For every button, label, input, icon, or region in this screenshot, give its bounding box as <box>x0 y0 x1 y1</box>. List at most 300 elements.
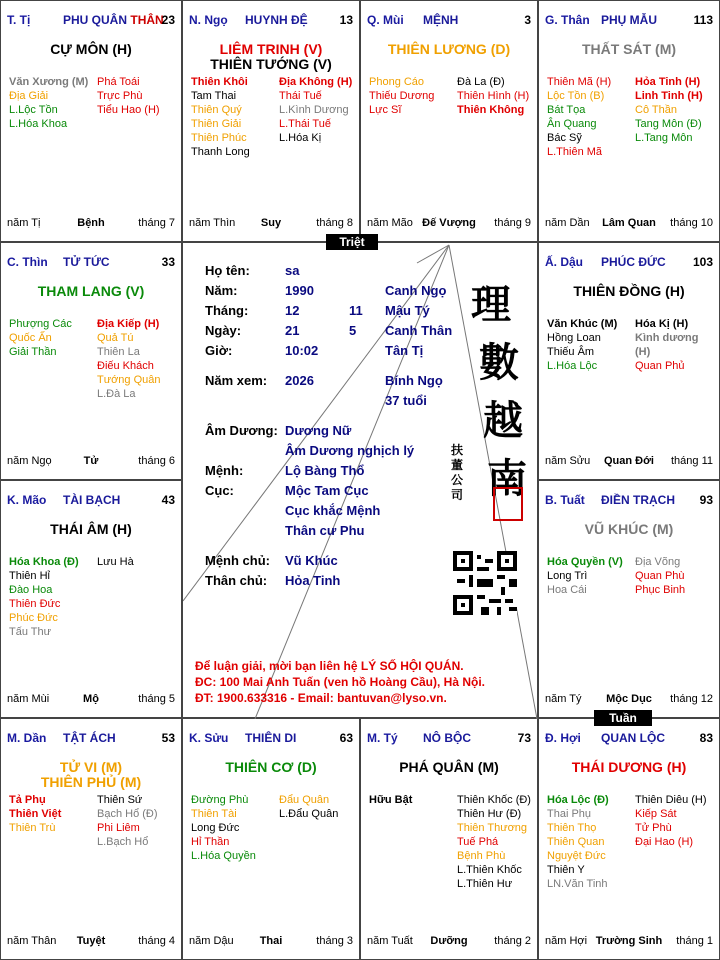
right-stars <box>635 793 707 849</box>
minor-star: Lộc Tồn (B) <box>547 90 605 102</box>
palace-number: 23 <box>161 13 175 27</box>
minor-star: Tuế Phá <box>457 836 499 848</box>
palace-name <box>601 731 665 745</box>
minor-star: Phúc Đức <box>9 612 58 624</box>
minor-star: Thiên Quý <box>191 104 242 116</box>
palace-name-text: MỆNH <box>423 13 459 27</box>
cycle-year: năm Tị <box>7 217 41 229</box>
minor-star: L.Lộc Tồn <box>9 104 58 116</box>
main-star: THIÊN CƠ (D) <box>225 759 317 775</box>
minor-star: Thiên Không <box>457 104 525 116</box>
cycle-year: năm Thìn <box>189 217 236 229</box>
minor-star: Đường Phù <box>191 794 249 806</box>
minor-star: LN.Văn Tinh <box>547 878 608 890</box>
palace-suu <box>182 718 360 960</box>
minor-star: Địa Võng <box>635 556 681 568</box>
palace-name <box>601 255 666 269</box>
minor-star: Thiên Thọ <box>547 822 597 834</box>
lunar-month: tháng 7 <box>138 217 175 229</box>
minor-star: Kình dương (H) <box>635 332 699 358</box>
palace-number: 93 <box>699 493 713 507</box>
palace-number: 33 <box>161 255 175 269</box>
minor-star: L.Tang Môn <box>635 132 693 144</box>
minor-star: L.Thiên Hư <box>457 878 513 890</box>
minor-star: L.Bạch Hổ <box>97 836 149 848</box>
cycle-year: năm Mùi <box>7 693 50 705</box>
palace-footer <box>7 217 175 230</box>
right-stars <box>97 317 161 401</box>
palace-dau <box>538 242 720 480</box>
palace-ty <box>360 718 538 960</box>
palace-branch: N. Ngọ <box>189 13 228 27</box>
calligraphy-char-2: 數 <box>479 339 519 386</box>
main-star: THIÊN PHỦ (M) <box>40 774 142 790</box>
minor-star: Thiên Trù <box>9 822 56 834</box>
palace-name-text: NÔ BỘC <box>423 731 471 745</box>
day-lunar: 5 <box>349 323 357 338</box>
palace-branch: G. Thân <box>545 13 590 27</box>
life-stage: Tuyệt <box>76 935 106 947</box>
palace-header <box>7 13 175 27</box>
palace-number: 3 <box>524 13 531 27</box>
left-stars <box>9 75 88 131</box>
palace-than <box>538 0 720 242</box>
right-stars <box>97 555 134 569</box>
hour-label: Giờ: <box>205 343 233 358</box>
minor-star: L.Thiên Khốc <box>457 864 522 876</box>
cycle-year: năm Dần <box>545 217 590 229</box>
minor-star: Đà La (Đ) <box>457 76 505 88</box>
minor-star: Thiên Đức <box>9 598 61 610</box>
left-stars <box>547 317 617 373</box>
palace-mao <box>0 480 182 718</box>
palace-number: 83 <box>699 731 713 745</box>
minor-star: Thiên Hỉ <box>9 570 50 582</box>
hour-value: 10:02 <box>285 343 319 358</box>
month-label: Tháng: <box>205 303 249 318</box>
minor-star: Địa Kiếp (H) <box>97 318 160 330</box>
minor-star: L.Đà La <box>97 388 136 400</box>
lunar-month: tháng 8 <box>316 217 353 229</box>
palace-header <box>367 731 531 745</box>
palace-footer <box>545 935 713 948</box>
cuc-note-2: Thân cư Phu <box>285 523 365 538</box>
day-solar: 21 <box>285 323 300 338</box>
minor-star: Quan Phủ <box>635 360 685 372</box>
palace-number: 103 <box>692 255 713 269</box>
life-stage: Mộc Dục <box>606 693 652 705</box>
minor-star: Kiếp Sát <box>635 808 677 820</box>
cycle-year: năm Tý <box>545 693 582 705</box>
palace-header <box>7 255 175 269</box>
palace-footer <box>545 455 713 468</box>
palace-number: 53 <box>161 731 175 745</box>
minor-star: Thiên Sứ <box>97 794 143 806</box>
minor-star: Linh Tinh (H) <box>635 90 703 102</box>
right-stars <box>279 75 352 145</box>
palace-number: 13 <box>339 13 353 27</box>
palace-name <box>63 493 120 507</box>
lunar-month: tháng 11 <box>670 455 713 467</box>
minor-star: Phong Cáo <box>369 76 425 88</box>
name-value: sa <box>285 263 300 278</box>
palace-header <box>7 731 175 745</box>
notice-line-2: ĐC: 100 Mai Anh Tuấn (ven hồ Hoàng Cầu), Hà Nội. <box>195 675 486 689</box>
day-label: Ngày: <box>205 323 242 338</box>
minor-star: Thiên Giải <box>191 118 242 130</box>
palace-name-text: PHỤ MẪU <box>601 13 657 27</box>
minor-star: Hóa Lộc (Đ) <box>547 794 609 806</box>
cycle-year: năm Hợi <box>545 935 588 947</box>
minor-star: L.Hóa Lộc <box>547 360 598 372</box>
minor-star: Thai Phụ <box>547 808 592 820</box>
minor-star: Hỏa Tinh (H) <box>635 76 701 88</box>
minor-star: Tiểu Hao (H) <box>97 104 160 116</box>
palace-branch: C. Thìn <box>7 255 48 269</box>
palace-number: 63 <box>339 731 353 745</box>
left-stars <box>547 793 609 891</box>
palace-footer <box>367 217 531 230</box>
palace-header <box>189 13 353 27</box>
minor-star: Hóa Khoa (Đ) <box>9 556 79 568</box>
palace-number: 73 <box>517 731 531 745</box>
minor-star: Tả Phụ <box>9 794 46 806</box>
than-marker: THÂN <box>130 13 164 27</box>
view-canchi: Bính Ngọ <box>385 373 443 388</box>
palace-thin <box>0 242 182 480</box>
year-label: Năm: <box>205 283 238 298</box>
right-stars <box>457 75 529 117</box>
calligraphy-char-4: 南 <box>487 455 527 502</box>
lunar-month: tháng 4 <box>138 935 175 947</box>
cycle-year: năm Ngọ <box>7 455 52 467</box>
palace-branch: Ấ. Dậu <box>545 255 584 269</box>
palace-hoi <box>538 718 720 960</box>
minor-star: Trực Phù <box>97 90 143 102</box>
month-lunar: 11 <box>349 303 363 318</box>
palace-footer <box>545 693 713 706</box>
left-stars <box>9 317 72 359</box>
palace-header <box>545 13 713 27</box>
day-canchi: Canh Thân <box>385 323 453 338</box>
minor-star: Thiên La <box>97 346 140 358</box>
palace-header <box>545 493 713 507</box>
lunar-month: tháng 6 <box>138 455 175 467</box>
right-stars <box>635 555 685 597</box>
amduong-1: Dương Nữ <box>285 423 352 438</box>
palace-branch: Đ. Hợi <box>545 731 581 745</box>
left-stars <box>9 555 79 639</box>
palace-name <box>63 13 164 27</box>
right-stars <box>97 793 158 849</box>
minor-star: Đại Hao (H) <box>635 836 694 848</box>
minor-star: Phục Binh <box>635 584 686 596</box>
palace-name-text: TÀI BẠCH <box>63 493 121 507</box>
minor-star: Thiếu Âm <box>547 346 595 358</box>
minor-star: Tướng Quân <box>97 374 161 386</box>
menh-chu: Vũ Khúc <box>285 553 338 568</box>
palace-name-text: QUAN LỘC <box>601 731 665 745</box>
amduong-2: Âm Dương nghịch lý <box>285 443 415 458</box>
lunar-month: tháng 1 <box>676 935 713 947</box>
center-info-panel <box>182 242 538 718</box>
calligraphy-char-1: 理 <box>471 281 511 328</box>
main-star: LIÊM TRINH (V) <box>219 41 323 57</box>
palace-header <box>189 731 353 745</box>
palace-ngo <box>182 0 360 242</box>
notice-line-1: Để luận giải, mời bạn liên hệ LÝ SỐ HỘI QUÁN. <box>195 659 464 673</box>
cycle-year: năm Mão <box>367 217 413 229</box>
palace-name-text: ĐIỀN TRẠCH <box>601 493 675 507</box>
menh-chu-label: Mệnh chủ: <box>205 553 270 568</box>
palace-name <box>601 13 657 27</box>
palace-header <box>545 255 713 269</box>
cuc-label: Cục: <box>205 483 234 498</box>
year-value: 1990 <box>285 283 314 298</box>
left-stars <box>191 75 250 159</box>
minor-star: Hỉ Thần <box>191 836 230 848</box>
palace-branch: K. Mão <box>7 493 47 507</box>
palace-header <box>7 493 175 507</box>
menh-label: Mệnh: <box>205 463 244 478</box>
minor-star: Thiên Thương <box>457 822 528 834</box>
minor-star: Nguyệt Đức <box>547 850 606 862</box>
life-stage: Trường Sinh <box>595 935 663 947</box>
minor-star: Địa Giải <box>9 90 49 102</box>
right-stars <box>457 793 531 891</box>
main-star: THIÊN TƯỚNG (V) <box>210 56 332 72</box>
view-year: 2026 <box>285 373 314 388</box>
left-stars <box>9 793 61 835</box>
palace-mui <box>360 0 538 242</box>
life-stage: Quan Đới <box>604 455 654 467</box>
palace-name <box>63 731 116 745</box>
main-star: VŨ KHÚC (M) <box>584 521 674 537</box>
life-stage: Lâm Quan <box>602 217 656 229</box>
lunar-month: tháng 10 <box>670 217 713 229</box>
cycle-year: năm Dậu <box>189 935 234 947</box>
palace-branch: T. Tị <box>7 13 31 27</box>
minor-star: Thiên Khốc (Đ) <box>457 794 531 806</box>
minor-star: Quan Phù <box>635 570 685 582</box>
palace-branch: M. Dần <box>7 731 47 745</box>
minor-star: Tam Thai <box>191 90 237 102</box>
minor-star: Thiên Diêu (H) <box>635 794 707 806</box>
palace-number: 113 <box>693 13 713 27</box>
life-stage: Thai <box>259 935 283 947</box>
minor-star: Phi Liêm <box>97 822 140 834</box>
lunar-month: tháng 2 <box>494 935 531 947</box>
minor-star: L.Hóa Khoa <box>9 118 68 130</box>
minor-star: L.Kình Dương <box>279 104 349 116</box>
minor-star: Thiên Việt <box>9 808 62 820</box>
palace-tuat <box>538 480 720 718</box>
year-canchi: Canh Ngọ <box>385 283 447 298</box>
view-year-label: Năm xem: <box>205 373 268 388</box>
palace-footer <box>189 217 353 230</box>
name-label: Họ tên: <box>205 263 250 278</box>
palace-dan <box>0 718 182 960</box>
minor-star: Tấu Thư <box>9 626 52 638</box>
palace-name-text: PHÚC ĐỨC <box>601 255 666 269</box>
minor-star: Bạch Hổ (Đ) <box>97 808 158 820</box>
minor-star: L.Đẩu Quân <box>279 808 339 820</box>
palace-footer <box>7 935 175 948</box>
lunar-month: tháng 9 <box>494 217 531 229</box>
minor-star: L.Thiên Mã <box>547 146 603 158</box>
minor-star: Văn Xương (M) <box>9 76 89 88</box>
lunar-month: tháng 5 <box>138 693 175 705</box>
minor-star: Quả Tú <box>97 332 134 344</box>
minor-star: Văn Khúc (M) <box>547 318 618 330</box>
left-stars <box>369 75 434 117</box>
minor-star: Thiếu Dương <box>369 90 435 102</box>
minor-star: Long Đức <box>191 822 240 834</box>
right-stars <box>635 317 713 373</box>
minor-star: Thiên Phúc <box>191 132 247 144</box>
minor-star: Phá Toái <box>97 76 140 88</box>
palace-name <box>245 731 296 745</box>
month-canchi: Mậu Tý <box>385 303 430 318</box>
main-star: CỰ MÔN (H) <box>50 41 132 57</box>
main-star: THAM LANG (V) <box>37 283 145 299</box>
main-star: THÁI DƯƠNG (H) <box>571 759 687 775</box>
minor-star: Lưu Hà <box>97 556 134 568</box>
minor-star: Bác Sỹ <box>547 132 582 144</box>
minor-star: Thiên Y <box>547 864 585 876</box>
minor-star: Ân Quang <box>547 118 597 130</box>
life-stage: Đế Vượng <box>422 217 476 229</box>
palace-branch: M. Tý <box>367 731 398 745</box>
minor-star: L.Hóa Quyền <box>191 850 256 862</box>
month-solar: 12 <box>285 303 300 318</box>
cuc-value: Mộc Tam Cục <box>285 483 369 498</box>
palace-footer <box>7 693 175 706</box>
palace-footer <box>7 455 175 468</box>
minor-star: Bệnh Phù <box>457 850 506 862</box>
minor-star: Thiên Hư (Đ) <box>457 808 522 820</box>
right-stars <box>97 75 160 117</box>
minor-star: Long Trì <box>547 570 588 582</box>
menh-value: Lộ Bàng Thổ <box>285 463 365 478</box>
palace-branch: Q. Mùi <box>367 13 404 27</box>
palace-name-text: HUYNH ĐỆ <box>245 13 308 27</box>
tuan-tag: Tuần <box>594 710 652 726</box>
life-stage: Suy <box>260 217 282 229</box>
minor-star: Hữu Bật <box>369 794 413 806</box>
minor-star: Thiên Quan <box>547 836 605 848</box>
minor-star: Tử Phù <box>635 822 672 834</box>
palace-footer <box>189 935 353 948</box>
minor-star: Điếu Khách <box>97 360 154 372</box>
palace-header <box>367 13 531 27</box>
minor-star: Thái Tuế <box>279 90 322 102</box>
palace-name-text: THIÊN DI <box>245 731 297 745</box>
amduong-label: Âm Dương: <box>205 423 278 438</box>
minor-star: Hồng Loan <box>547 332 601 344</box>
palace-name <box>601 493 675 507</box>
minor-star: Đẩu Quân <box>279 794 330 806</box>
left-stars <box>547 75 611 159</box>
right-stars <box>635 75 703 145</box>
cycle-year: năm Tuất <box>367 935 413 947</box>
calligraphy-char-3: 越 <box>483 397 523 444</box>
triet-tag: Triệt <box>326 234 378 250</box>
left-stars <box>191 793 256 863</box>
life-stage: Tử <box>83 455 99 467</box>
age: 37 tuổi <box>385 393 427 408</box>
than-chu-label: Thân chủ: <box>205 573 268 588</box>
minor-star: Địa Không (H) <box>279 76 353 88</box>
life-stage: Mộ <box>83 693 99 705</box>
minor-star: Hoa Cái <box>547 584 587 596</box>
minor-star: L.Thái Tuế <box>279 118 331 130</box>
minor-star: Bát Tọa <box>547 104 586 116</box>
minor-star: Đào Hoa <box>9 584 53 596</box>
main-star: PHÁ QUÂN (M) <box>399 759 499 775</box>
palace-name <box>63 255 110 269</box>
sub-calligraphy: 扶董公司 <box>451 443 464 502</box>
palace-name <box>245 13 308 27</box>
minor-star: Thiên Hình (H) <box>457 90 530 102</box>
palace-ti <box>0 0 182 242</box>
palace-name-text: PHU QUÂN <box>63 13 128 27</box>
cuc-note-1: Cục khắc Mệnh <box>285 503 381 518</box>
hour-canchi: Tân Tị <box>385 343 424 358</box>
main-star: THẤT SÁT (M) <box>581 41 677 57</box>
main-star: THÁI ÂM (H) <box>50 521 132 537</box>
palace-footer <box>367 935 531 948</box>
lunar-month: tháng 3 <box>316 935 353 947</box>
minor-star: Hóa Kị (H) <box>635 318 689 330</box>
minor-star: Giải Thần <box>9 346 57 358</box>
minor-star: L.Hóa Kị <box>279 132 322 144</box>
minor-star: Hóa Quyền (V) <box>547 556 623 568</box>
minor-star: Quốc Ấn <box>9 332 52 344</box>
minor-star: Thiên Mã (H) <box>547 76 612 88</box>
main-star: THIÊN LƯƠNG (D) <box>387 41 511 57</box>
lunar-month: tháng 12 <box>670 693 713 705</box>
palace-name <box>423 13 458 27</box>
palace-footer <box>545 217 713 230</box>
life-stage: Dưỡng <box>430 935 468 947</box>
minor-star: Phượng Các <box>9 318 72 330</box>
main-star: THIÊN ĐỒNG (H) <box>573 283 685 299</box>
minor-star: Cô Thần <box>635 104 677 116</box>
minor-star: Thiên Tài <box>191 808 237 820</box>
palace-name <box>423 731 471 745</box>
left-stars <box>369 793 412 807</box>
cycle-year: năm Thân <box>7 935 57 947</box>
cycle-year: năm Sửu <box>545 455 591 467</box>
minor-star: Thiên Khôi <box>191 76 248 88</box>
right-stars <box>279 793 338 821</box>
palace-branch: K. Sửu <box>189 731 229 745</box>
than-chu: Hỏa Tinh <box>285 573 341 588</box>
palace-name-text: TỬ TỨC <box>63 255 110 269</box>
red-seal-stamp <box>493 487 523 521</box>
left-stars <box>547 555 623 597</box>
qr-code[interactable] <box>453 551 517 615</box>
life-stage: Bệnh <box>77 217 105 229</box>
palace-header <box>545 731 713 745</box>
palace-branch: B. Tuất <box>545 493 585 507</box>
main-star: TỬ VI (M) <box>59 759 123 775</box>
palace-number: 43 <box>161 493 175 507</box>
minor-star: Tang Môn (Đ) <box>635 118 702 130</box>
minor-star: Thanh Long <box>191 146 250 158</box>
notice-line-3: ĐT: 1900.633316 - Email: bantuvan@lyso.vn. <box>195 691 447 705</box>
